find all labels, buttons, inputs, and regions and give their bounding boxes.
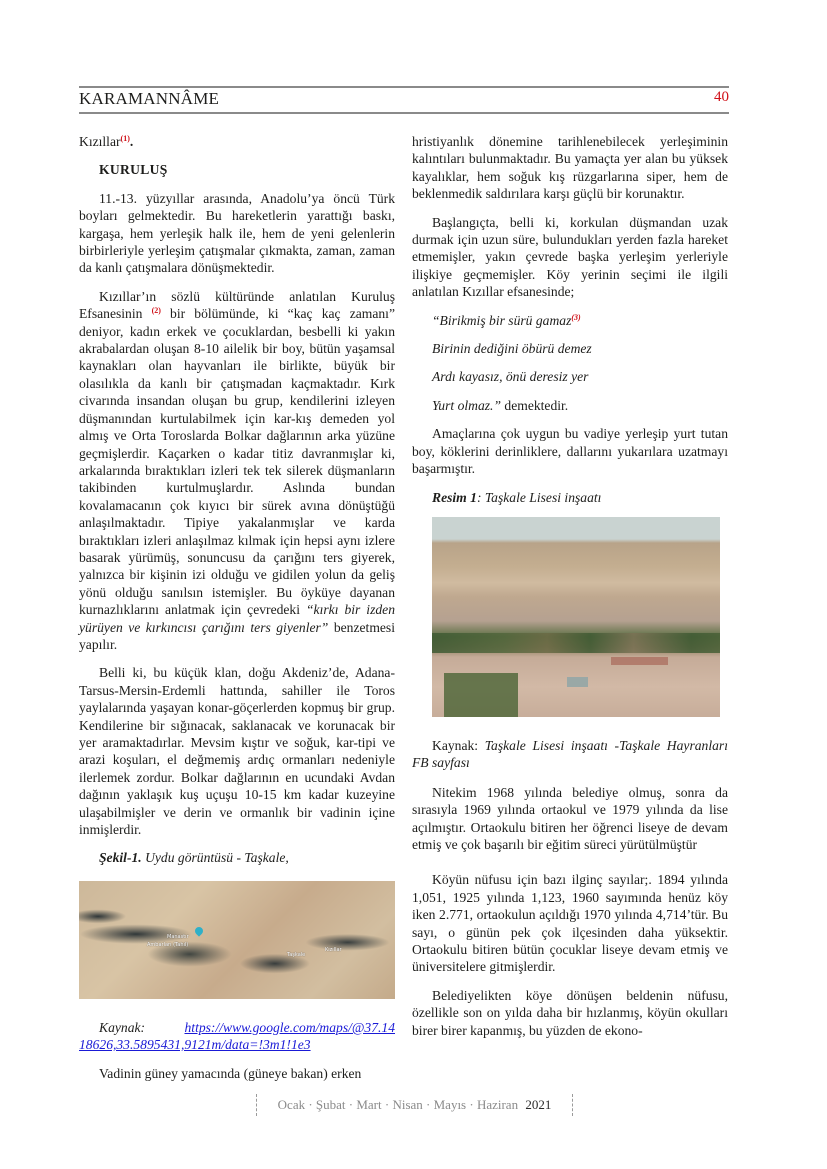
paragraph: Belediyelikten köye dönüşen beldenin nüfusu, özellikle son on yılda daha bir hızlanmış, köyün okulları birer birer kapanmış, bu yüzden de ekono-: [412, 987, 728, 1038]
source-citation: [79, 1019, 395, 1054]
intro-line: [79, 133, 395, 150]
figure-caption-text: : Taşkale Lisesi inşaatı: [476, 489, 602, 505]
intro-text: Kızıllar: [79, 134, 121, 149]
figure-label: Şekil-1.: [99, 850, 142, 866]
quote-text: “kırkı bir izden yürüyen ve kırkıncısı çarığını ters giyenler”: [79, 602, 395, 635]
satellite-map-image: [79, 881, 395, 999]
footnote-ref-1[interactable]: (1): [120, 134, 130, 143]
verse-text: “Birikmiş bir sürü gamaz: [432, 312, 572, 328]
map-label: Manastır: [167, 933, 189, 940]
paragraph: hristiyanlık dönemine tarihlenebilecek yerleşiminin kalıntıları bulunmaktadır. Bu yamaçta yer alan bu yüksek kayalıklar, hem soğuk kış rüzgarlarına siper, hem de beklenmedik saldırılara karşı güçlü bir korunaktır.: [412, 134, 728, 202]
photo-field: [611, 657, 669, 665]
paragraph-text: bir bölümünde, ki “kaç kaç zamanı” deniyor, kadın erkek ve çocuklardan, besbelli ki yakın akrabalardan oluşan 8-10 ailelik bir boy, bütün yaşamsal kaynakları olan hayvanları ile birlikte, büyük bir olasılıkla da kanlı bir çatışmadan kaçmaktadır. Kırk civarında insandan oluşan bu grup, kendilerini izleyen düşmanından kurtulabilmek için kar-kış demeden yol almış ve Orta Toroslarda Bolkar dağlarının arka yüzüne geçmişlerdir. Kaçarken o kadar titiz davranmışlar ki, arkalarında bıraktıkları izleri tek tek silerek düşmanların takibinden kurtulmuşlardır. Aslında bundan kovalamacanın çok kıyıcı bir sürek avına dönüştüğü anlaşılmaktadır. Tipiye yakalanmışlar ve karda bıraktıkları izleri anlaşılmaz kılmak için hepsi aynı izlere basarak yürümüş, sonuncusu da çarığını ters giyerek, yalnızca bir kişinin izi olduğu ve gidilen yolun da geliş yönü olduğu sanılsın istemişler. Bu öyküye dayanan kurnazlıklarını anlatmak için çevredeki: [79, 306, 395, 618]
footnote-ref-3[interactable]: (3): [571, 312, 581, 322]
figure-caption-text: Uydu görüntüsü - Taşkale,: [141, 850, 289, 866]
figure-caption: [412, 489, 728, 506]
map-label: Kızıllar: [325, 946, 342, 953]
paragraph: Belli ki, bu küçük klan, doğu Akdeniz’de, Adana-Tarsus-Mersin-Erdemli hattında, sahiller ile Toros yaylalarında yaşayan konar-göçerlerden kopmuş bir grup. Kendilerine bir sığınacak, saklanacak ve korunacak bir yer aramaktadırlar. Mevsim kıştır ve soğuk, kar-tipi ve arazi koşuları, el değmemiş ardıç ormanları nedeniyle ilerlemek zordur. Bolkar dağlarının en ucundaki Avdan dağının yaklaşık kuş uçuşu 10-15 km kadar kuzeyine ulaşabilmişler ve derin ve ormanlık bir vadinin içine inmişlerdir.: [79, 665, 395, 838]
source-label: Kaynak:: [99, 1019, 146, 1035]
verse-line: Birinin dediğini öbürü demez: [432, 341, 592, 357]
paragraph: Nitekim 1968 yılında belediye olmuş, sonra da sırasıyla 1969 yılında ortaokul ve 1979 yılında da lise açılmıştır. Ortaokulu bitiren her öğrenci liseye de devam etmiş ve çok başarılı bir eğitim süreci yürütülmüştür: [412, 784, 728, 852]
footer-year: 2021: [525, 1097, 552, 1112]
verse-line: [412, 312, 728, 329]
paragraph: Amaçlarına çok uygun bu vadiye yerleşip yurt tutan boy, köklerini derinliklere, dallarını yukarılara uzatmayı başarmıştır.: [412, 426, 728, 477]
running-header: [79, 86, 729, 114]
page-footer: [256, 1094, 573, 1116]
figure-caption: [79, 849, 395, 866]
photo-source-text: Taşkale Lisesi inşaatı -Taşkale Hayranları FB sayfası: [412, 737, 728, 771]
source-link[interactable]: https://www.google.com/maps/@37.14 18626,33.5895431,9121m/data=!3m1!1e3: [79, 1019, 395, 1053]
school-construction-photo: [432, 517, 720, 717]
map-label: Taşkale: [287, 951, 306, 958]
paragraph: [79, 288, 395, 654]
section-heading: KURULUŞ: [99, 162, 168, 178]
paragraph: Vadinin güney yamacında (güneye bakan) erken: [99, 1065, 362, 1081]
paragraph: Başlangıçta, belli ki, korkulan düşmandan uzak durmak için uzun süre, bulundukları yerden fazla hareket etmemişler, yakın çevrede başka yerleşim yerleriyle ilişkiye geçmemişler. Köy yerinin seçimi ile ilgili anlatılan Kızıllar efsanesinde;: [412, 214, 728, 300]
paragraph-text: Kızıllar’ın sözlü kültüründe anlatılan Kuruluş Efsanesinin: [79, 288, 395, 322]
map-pin-icon: [193, 925, 204, 936]
photo-source: [412, 737, 728, 772]
verse-end: demektedir.: [501, 397, 569, 413]
footnote-ref-2[interactable]: (2): [151, 306, 161, 316]
verse-line: Ardı kayasız, önü deresiz yer: [432, 369, 589, 385]
map-label: Ambarları (Tahıl): [147, 941, 189, 948]
paragraph: Köyün nüfusu için bazı ilginç sayılar;. 1894 yılında 1,051, 1925 yılında 1,123, 1960 sayımında henüz köy iken 2.771, ortaokulun açıldığı 1970 yılında 4,714’tür. Bu sayı, o günün pek çok ilçesinden daha yüksektir. Ortaokulu bitiren bütün çocuklar liseye devam etmiş ve üniversitelere gitmişlerdir.: [412, 872, 728, 975]
intro-end: .: [129, 134, 134, 149]
journal-title: KARAMANNÂME: [79, 89, 220, 108]
verse-text: Yurt olmaz.”: [432, 397, 502, 413]
page-number: 40: [714, 89, 729, 105]
paragraph-text: benzetmesi yapılır.: [79, 619, 395, 652]
photo-trees: [432, 633, 720, 653]
left-column: [79, 133, 395, 1093]
footer-months: Ocak · Şubat · Mart · Nisan · Mayıs · Haziran: [277, 1097, 519, 1112]
paragraph: 11.-13. yüzyıllar arasında, Anadolu’ya öncü Türk boyları gelmektedir. Bu hareketlerin yarattığı baskı, kargaşa, hem yerleşik halk ile, hem de yeni gelenlerin birbirleriyle yerleşim çatışmalar çıkmakta, zaman, zaman da kanlı çatışmalara dönüşmektedir.: [79, 190, 395, 276]
right-column: [412, 133, 728, 1050]
figure-label: Resim 1: [432, 489, 477, 505]
photo-source-label: Kaynak:: [432, 737, 485, 753]
verse-line: [412, 397, 728, 414]
photo-roof: [567, 677, 587, 687]
photo-green-area: [444, 673, 519, 717]
